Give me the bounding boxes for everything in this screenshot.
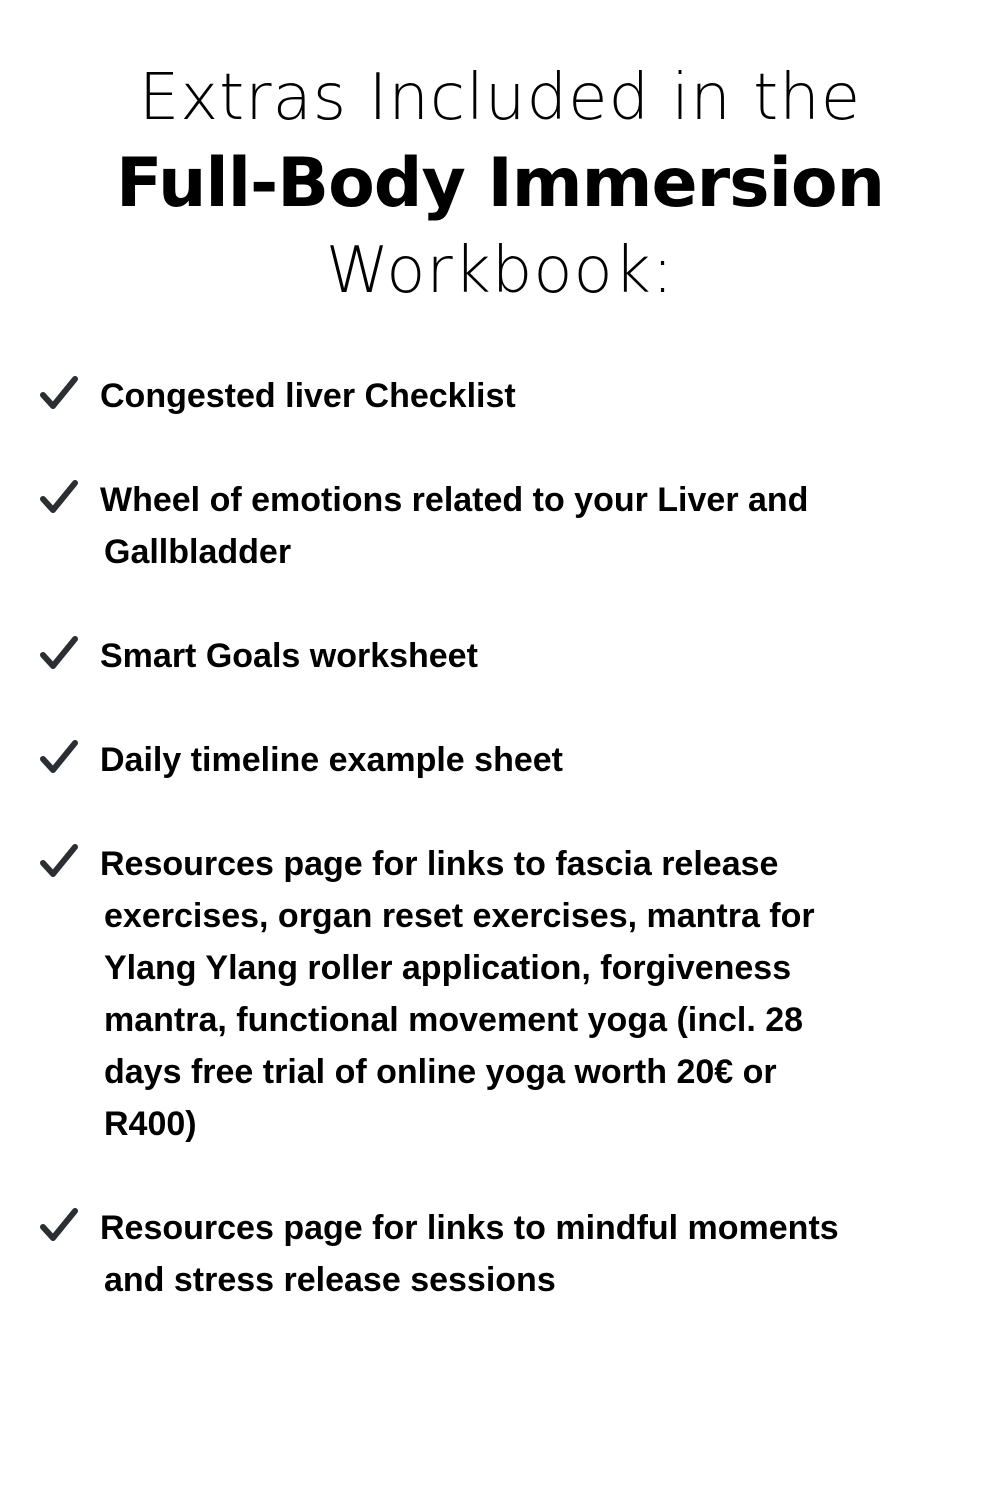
checklist-item-text: [100, 630, 930, 682]
checklist-item-text: [100, 474, 930, 578]
check-icon: [38, 373, 80, 415]
checklist-item-line: Resources page for links to mindful moments: [100, 1209, 839, 1247]
checklist-item-text: [100, 1202, 930, 1306]
title-line-program-name: Full-Body Immersion: [115, 144, 885, 223]
checklist-item-text: [100, 370, 930, 422]
checklist-item-line: days free trial of online yoga worth 20€ or: [104, 1053, 777, 1091]
checklist-item-line: R400): [104, 1105, 197, 1143]
check-icon: [38, 1205, 80, 1247]
check-icon: [38, 477, 80, 519]
checklist-item-line: Congested liver Checklist: [100, 377, 516, 415]
checklist-item-line: Resources page for links to fascia release: [100, 845, 779, 883]
checklist-item-line: Daily timeline example sheet: [100, 741, 563, 779]
checklist-item-line: Ylang Ylang roller application, forgiveness: [104, 949, 792, 987]
checklist-item-text: [100, 734, 930, 786]
checklist-item-line: mantra, functional movement yoga (incl. 28: [104, 1001, 804, 1039]
title-line-workbook: Workbook:: [325, 234, 675, 308]
check-icon: [38, 737, 80, 779]
title-line-extras: Extras Included in the: [138, 61, 862, 135]
checklist-item-text: [100, 838, 930, 1150]
checklist-item-line: Smart Goals worksheet: [100, 637, 478, 675]
checklist-item-line: Gallbladder: [104, 533, 292, 571]
check-icon: [38, 841, 80, 883]
check-icon: [38, 633, 80, 675]
checklist-item-line: Wheel of emotions related to your Liver and: [100, 481, 809, 519]
checklist-item-line: and stress release sessions: [104, 1261, 556, 1299]
checklist-item-line: exercises, organ reset exercises, mantra for: [104, 897, 815, 935]
